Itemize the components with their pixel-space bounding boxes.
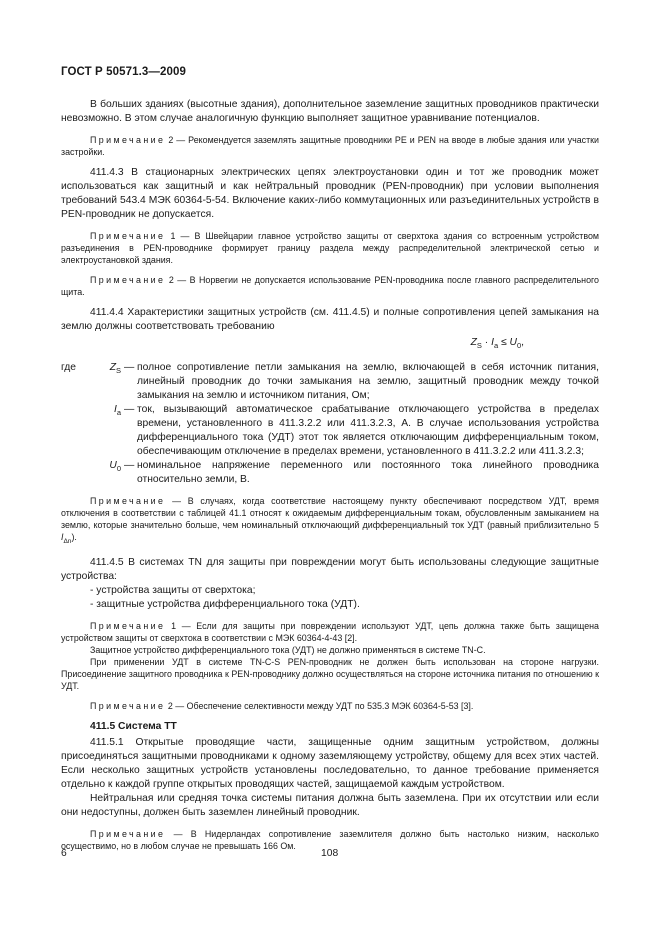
definitions-list [61,361,599,487]
note-rcd-protection: Примечание 1 — Если для защиты при повреждении используют УДТ, цепь должна также быть защищена устройством защиты от сверхтока в соответствии с МЭК 60364-4-43 [2]. [61,620,599,643]
note-netherlands: Примечание — В Нидерландах сопротивление заземлителя должно быть настолько низким, насколько осуществимо, но в любом случае не превышать 166 Ом. [61,828,599,851]
paragraph-neutral-point: Нейтральная или средняя точка системы питания должна быть заземлена. При их отсутствии или если они недоступны, должен быть заземлен линейный проводник. [61,792,599,818]
note-text: 1 — В Швейцарии главное устройство защиты от сверхтока здания со встроенным устройством разъединения в PEN-проводнике формирует границу раздела между распределительной электрической сетью и электроустановкой здания. [61,231,599,265]
note-text: 2 — Рекомендуется заземлять защитные проводники PE и PEN на вводе в любые здания или участки застройки. [61,135,599,157]
text-column [61,98,599,860]
note-switzerland [61,230,599,266]
note-label: Примечание [90,496,166,507]
note-text: 2 — В Норвегии не допускается использование PEN-проводника после главного распределительного щита. [61,275,599,297]
note-label: Примечание [90,231,166,241]
note-norway [61,274,599,298]
standard-header: ГОСТ Р 50571.3—2009 [61,66,186,78]
note-rcd-tncs: При применении УДТ в системе TN-C-S PEN-проводник не должен быть использован на стороне нагрузки. Присоединение защитного проводника к PEN-проводнику должно осуществляться на стороне источника питания по отношению к УДТ. [61,656,599,691]
where-label: где [61,362,77,374]
page-number-center: 108 [321,848,339,859]
page-number-left: 6 [61,848,67,859]
note-selectivity: Примечание 2 — Обеспечение селективности между УДТ по 535.3 МЭК 60364-5-53 [3]. [90,700,474,711]
note-label: Примечание [90,135,166,145]
paragraph-411-4-5: 411.4.5 В системах TN для защиты при повреждении могут быть использованы следующие защитные устройства: [61,556,599,582]
definition-u0: $U_0$ — номинальное напряжение переменного или постоянного тока линейного проводника относительно земли, В. [109,460,599,486]
note-1 [61,134,599,158]
note-label: Примечание [90,700,166,711]
note-rcd-time: Примечание — В случаях, когда соответствие настоящему пункту обеспечивают посредством УДТ, время отключения в соответствии с таблицей 41.1 относят к ожидаемым дифференциальным токам, обусловленным замыканием на землю, которые значительно больше, чем номинальный отключающий дифференциальный ток УДТ (равный приблизительно 5 $I_{\Delta n}$). [61,496,599,545]
section-heading-411-5: 411.5 Система ТТ [90,720,177,732]
note-rcd-tnc: Защитное устройство дифференциального тока (УДТ) не должно применяться в системе TN-C. [90,644,486,655]
paragraph-411-5-1: 411.5.1 Открытые проводящие части, защищенные одним защитным устройством, должны присоединяться защитными проводниками к одному заземляющему устройству, общему для всех этих частей. Если несколько защитных устройств установлены последовательно, то данное требование применяется отдельно к каждой группе открытых проводящих частей, защищаемой каждым устройством. [61,736,599,790]
list-item: - устройства защиты от сверхтока; [90,584,256,596]
note-label: Примечание [90,828,166,839]
list-item: - защитные устройства дифференциального тока (УДТ). [90,598,360,610]
definition-ia: $I_a$ — ток, вызывающий автоматическое срабатывание отключающего устройства в пределах времени, установленного в 411.3.2.2 или 411.3.2.3, А. В случае использования устройства дифференциального тока (УДТ) этот ток является отключающим дифференциальным током, обеспечивающим отключение в пределах времени, установленного в 411.3.2.2 или 411.3.2.3; [113,404,599,458]
note-label: Примечание [90,275,166,285]
definition-zs: $Z_S$ — полное сопротивление петли замыкания на землю, включающей в себя источник питания, линейный проводник до точки замыкания на землю, защитный проводник между точкой замыкания на землю и источником питания, Ом; [109,362,599,402]
paragraph-411-4-3: 411.4.3 В стационарных электрических цепях электроустановки один и тот же проводник может использоваться как защитный и как нейтральный проводник (PEN-проводник) при условии выполнения требований 543.4 МЭК 60364-5-54. Включение каких-либо коммутационных или разъединительных устройств в PEN-проводник не допускается. [61,167,599,220]
paragraph-411-4-4: 411.4.4 Характеристики защитных устройств (см. 411.4.5) и полные сопротивления цепей замыкания на землю должны соответствовать требованию [61,307,599,332]
paragraph-high-rise: В больших зданиях (высотные здания), дополнительное заземление защитных проводников практически невозможно. В этом случае аналогичную функцию выполняет защитное уравнивание потенциалов. [61,99,599,124]
formula: $Z_S \cdot I_a \le U_0$, [470,337,524,351]
note-label: Примечание [90,620,166,631]
